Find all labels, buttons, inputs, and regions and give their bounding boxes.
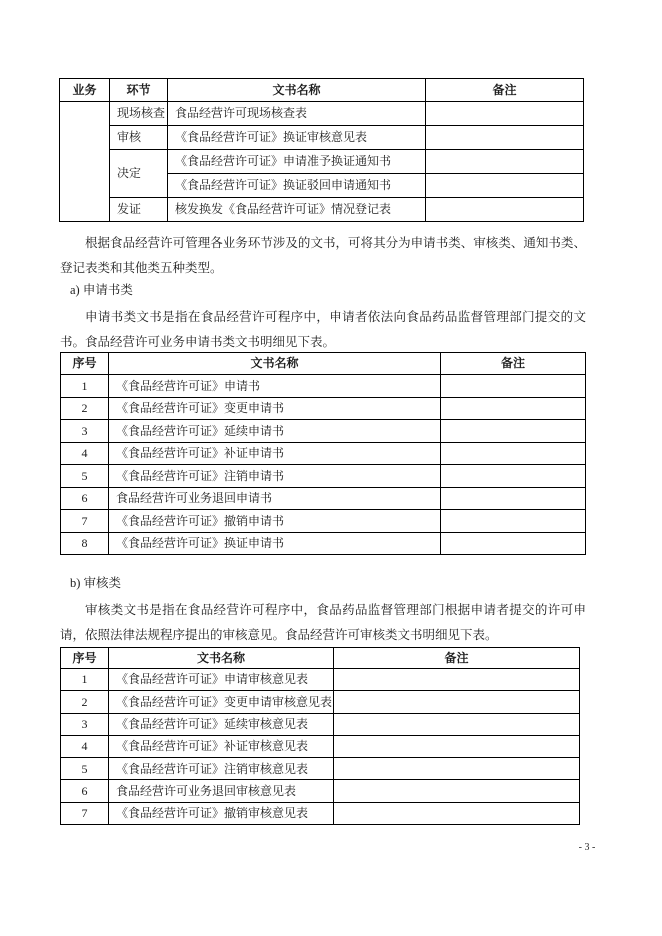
note-cell xyxy=(441,510,586,533)
col-header-step: 环节 xyxy=(110,79,168,102)
note-cell xyxy=(334,713,580,735)
note-cell xyxy=(334,802,580,824)
note-cell xyxy=(441,375,586,398)
doc-name-cell: 《食品经营许可证》换证审核意见表 xyxy=(168,126,426,150)
seq-cell: 6 xyxy=(61,487,109,510)
seq-cell: 4 xyxy=(61,442,109,465)
table-row xyxy=(60,102,584,126)
doc-name-cell: 核发换发《食品经营许可证》情况登记表 xyxy=(168,198,426,222)
doc-name-cell: 《食品经营许可证》换证驳回申请通知书 xyxy=(168,174,426,198)
doc-name-cell: 食品经营许可业务退回申请书 xyxy=(109,487,441,510)
seq-cell: 8 xyxy=(61,532,109,555)
application-documents-table xyxy=(60,352,586,555)
note-cell xyxy=(441,420,586,443)
col-header-note: 备注 xyxy=(334,648,580,669)
table-row xyxy=(61,510,586,533)
col-header-business: 业务 xyxy=(60,79,110,102)
table-row xyxy=(61,397,586,420)
doc-name-cell: 《食品经营许可证》申请准予换证通知书 xyxy=(168,150,426,174)
seq-cell: 2 xyxy=(61,397,109,420)
note-cell xyxy=(441,397,586,420)
section-a-paragraph: 申请书类文书是指在食品经营许可程序中，申请者依法向食品药品监督管理部门提交的文书。食品经营许可业务申请书类文书明细见下表。 xyxy=(60,310,586,349)
doc-name-cell: 《食品经营许可证》变更申请书 xyxy=(109,397,441,420)
step-cell: 审核 xyxy=(110,126,168,150)
seq-cell: 3 xyxy=(61,713,109,735)
step-cell: 现场核查 xyxy=(110,102,168,126)
table-row xyxy=(61,780,580,802)
doc-name-cell: 《食品经营许可证》延续申请书 xyxy=(109,420,441,443)
note-cell xyxy=(334,780,580,802)
section-b-heading: b) 审核类 xyxy=(70,576,122,590)
doc-name-cell: 食品经营许可现场核查表 xyxy=(168,102,426,126)
table-row xyxy=(61,375,586,398)
intro-paragraph: 根据食品经营许可管理各业务环节涉及的文书，可将其分为申请书类、审核类、通知书类、登记表类和其他类五种类型。 xyxy=(60,236,586,275)
seq-cell: 5 xyxy=(61,758,109,780)
note-cell xyxy=(334,735,580,757)
col-header-doc-name: 文书名称 xyxy=(168,79,426,102)
note-cell xyxy=(334,758,580,780)
doc-name-cell: 《食品经营许可证》换证申请书 xyxy=(109,532,441,555)
table-row xyxy=(61,442,586,465)
seq-cell: 4 xyxy=(61,735,109,757)
seq-cell: 1 xyxy=(61,669,109,691)
doc-name-cell: 《食品经营许可证》注销审核意见表 xyxy=(109,758,334,780)
note-cell xyxy=(441,465,586,488)
note-cell xyxy=(426,198,584,222)
note-cell xyxy=(426,126,584,150)
doc-name-cell: 《食品经营许可证》延续审核意见表 xyxy=(109,713,334,735)
col-header-note: 备注 xyxy=(441,353,586,375)
table-row xyxy=(61,420,586,443)
doc-name-cell: 《食品经营许可证》撤销申请书 xyxy=(109,510,441,533)
business-cell xyxy=(60,102,110,222)
note-cell xyxy=(441,487,586,510)
section-b-paragraph: 审核类文书是指在食品经营许可程序中，食品药品监督管理部门根据申请者提交的许可申请，依照法律法规程序提出的审核意见。食品经营许可审核类文书明细见下表。 xyxy=(60,603,586,642)
table-row xyxy=(61,669,580,691)
seq-cell: 3 xyxy=(61,420,109,443)
note-cell xyxy=(426,102,584,126)
table-row xyxy=(61,713,580,735)
note-cell xyxy=(334,669,580,691)
doc-name-cell: 《食品经营许可证》撤销审核意见表 xyxy=(109,802,334,824)
col-header-note: 备注 xyxy=(426,79,584,102)
col-header-seq: 序号 xyxy=(61,353,109,375)
seq-cell: 5 xyxy=(61,465,109,488)
seq-cell: 2 xyxy=(61,691,109,713)
table-row xyxy=(61,532,586,555)
table-row xyxy=(60,126,584,150)
table-row xyxy=(61,735,580,757)
doc-name-cell: 《食品经营许可证》申请书 xyxy=(109,375,441,398)
col-header-doc-name: 文书名称 xyxy=(109,353,441,375)
step-cell: 发证 xyxy=(110,198,168,222)
table-row xyxy=(61,802,580,824)
table-row xyxy=(61,487,586,510)
seq-cell: 7 xyxy=(61,510,109,533)
seq-cell: 1 xyxy=(61,375,109,398)
process-documents-table xyxy=(59,78,584,222)
note-cell xyxy=(441,442,586,465)
doc-name-cell: 《食品经营许可证》申请审核意见表 xyxy=(109,669,334,691)
note-cell xyxy=(441,532,586,555)
table-row xyxy=(60,198,584,222)
doc-name-cell: 《食品经营许可证》补证申请书 xyxy=(109,442,441,465)
table-header-row xyxy=(61,648,580,669)
note-cell xyxy=(426,150,584,174)
review-documents-table xyxy=(60,647,580,825)
note-cell xyxy=(334,691,580,713)
col-header-seq: 序号 xyxy=(61,648,109,669)
section-a-heading: a) 申请书类 xyxy=(70,283,133,297)
table-header-row xyxy=(60,79,584,102)
table-row xyxy=(61,691,580,713)
seq-cell: 7 xyxy=(61,802,109,824)
seq-cell: 6 xyxy=(61,780,109,802)
table-row xyxy=(61,758,580,780)
note-cell xyxy=(426,174,584,198)
doc-name-cell: 食品经营许可业务退回审核意见表 xyxy=(109,780,334,802)
step-cell: 决定 xyxy=(110,150,168,198)
table-row xyxy=(60,150,584,174)
page-number: - 3 - xyxy=(578,842,596,853)
table-header-row xyxy=(61,353,586,375)
doc-name-cell: 《食品经营许可证》注销申请书 xyxy=(109,465,441,488)
table-row xyxy=(61,465,586,488)
col-header-doc-name: 文书名称 xyxy=(109,648,334,669)
doc-name-cell: 《食品经营许可证》变更申请审核意见表 xyxy=(109,691,334,713)
doc-name-cell: 《食品经营许可证》补证审核意见表 xyxy=(109,735,334,757)
